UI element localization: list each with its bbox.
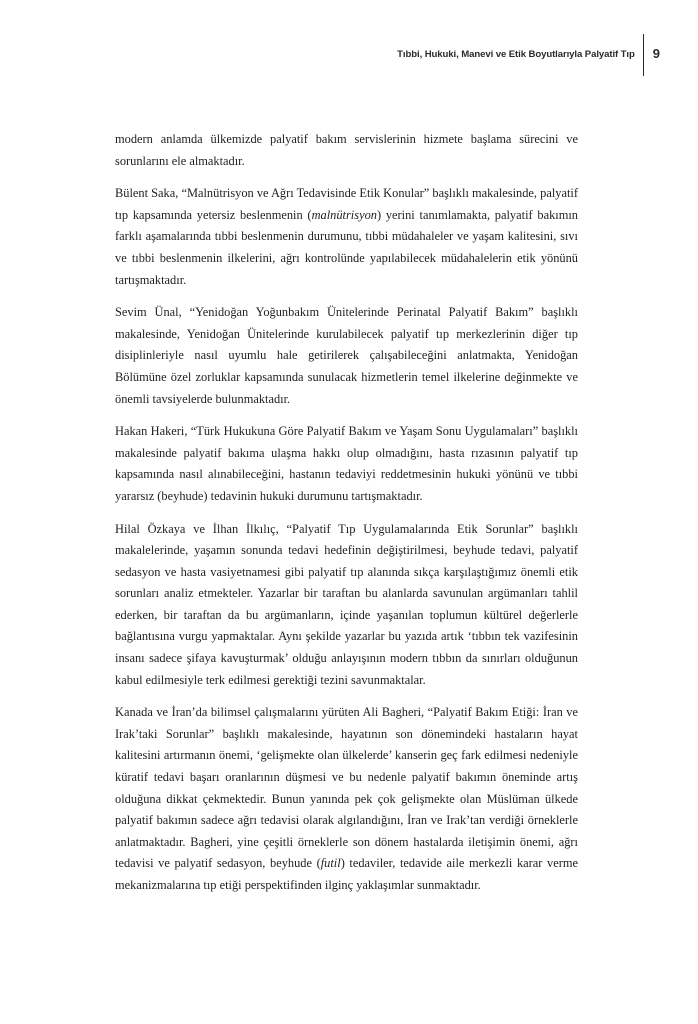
paragraph-4 bbox=[115, 421, 578, 507]
italic-term: malnütrisyon bbox=[311, 207, 377, 222]
paragraph-text: Kanada ve İran’da bilimsel çalışmalarını yürüten Ali Bagheri, “Palyatif Bakım Etiği: İran ve Irak’taki Sorunlar” başlıklı makalesinde, hayatının son dönemindeki hastaların hayat kalitesini artırmanın önemi, ‘gelişmekte olan ülkelerde’ kanserin geç fark edilmesi nedeniyle küratif tedavi başarı oranlarının düşmesi ve bu nedenle palyatif bakımın öneminde artış olduğuna dikkat çekmektedir. Bunun yanında pek çok gelişmekte olan Müslüman ülkede palyatif bakımın sadece ağrı tedavisi olarak algılandığını, İran ve Irak’tan verdiği örneklerle anlatmaktadır. Bagheri, yine çeşitli örneklerle son dönem hastalarda iletişimin önemi, ağrı tedavisi ve palyatif sedasyon, beyhude ( bbox=[115, 705, 578, 871]
paragraph-text: ) yerini tanımlamakta, palyatif bakımın farklı aşamalarında tıbbi beslenmenin durumunu, tıbbi müdahaleler ve yaşam kalitesini, sıvı ve tıbbi beslenmenin ilkelerini, ağrı kontrolünde yapılabilecek müdahalelerin etik yönünü tartışmaktadır. bbox=[115, 207, 578, 287]
italic-term: futil bbox=[320, 856, 341, 871]
paragraph-text: ) tedaviler, tedavide aile merkezli karar verme mekanizmalarına tıp etiği perspektifinden ilginç yaklaşımlar sunmaktadır. bbox=[115, 856, 578, 892]
paragraph-2 bbox=[115, 183, 578, 291]
paragraph-text: Bülent Saka, “Malnütrisyon ve Ağrı Tedavisinde Etik Konular” başlıklı makalesinde, palyatif tıp kapsamında yetersiz beslenmenin ( bbox=[115, 186, 578, 222]
paragraph-text: Hilal Özkaya ve İlhan İlkılıç, “Palyatif Tıp Uygulamalarında Etik Sorunlar” başlıklı makalelerinde, yaşamın sonunda tedavi hedefinin değiştirilmesi, beyhude tedavi, palyatif sedasyon ve hasta vasiyetnamesi gibi palyatif tıp alanında sıkça karşılaştığımız önemli etik sorunları analiz etmekteler. Yazarlar bir taraftan bu alanlarda savunulan argümanları tahlil ederken, bir taraftan da bu argümanların, içinde yaşanılan toplumun kültürel değerlerle bağlantısına vurgu yapmaktalar. Aynı şekilde yazarlar bu yazıda artık ‘tıbbın tek vazifesinin insanı sadece şifaya kavuşturmak’ olduğu anlayışının modern tıbbın da sınırları olduğunun kabul edilmesiyle terk edilmesi gerektiği tezini savunmaktalar. bbox=[115, 521, 578, 687]
paragraph-6 bbox=[115, 702, 578, 896]
running-title: Tıbbi, Hukuki, Manevi ve Etik Boyutlarıyla Palyatif Tıp bbox=[397, 49, 635, 60]
page-number: 9 bbox=[652, 46, 660, 61]
running-header bbox=[397, 34, 660, 76]
paragraph-text: modern anlamda ülkemizde palyatif bakım servislerinin hizmete başlama sürecini ve sorunlarını ele almaktadır. bbox=[115, 132, 578, 168]
body-text bbox=[115, 129, 578, 908]
paragraph-1 bbox=[115, 129, 578, 172]
paragraph-3 bbox=[115, 302, 578, 410]
paragraph-5 bbox=[115, 519, 578, 692]
paragraph-text: Hakan Hakeri, “Türk Hukukuna Göre Palyatif Bakım ve Yaşam Sonu Uygulamaları” başlıklı makalesinde palyatif bakıma ulaşma hakkı olup olmadığını, hasta rızasının palyatif tıp kapsamında nasıl alınabileceğini, hastanın tedaviyi reddetmesinin hukuki yönünü ve tıbbi yararsız (beyhude) tedavinin hukuki durumunu tartışmaktadır. bbox=[115, 424, 578, 503]
paragraph-text: Sevim Ünal, “Yenidoğan Yoğunbakım Ünitelerinde Perinatal Palyatif Bakım” başlıklı makalesinde, Yenidoğan Ünitelerinde kurulabilecek palyatif tıp merkezlerinin diğer tıp disiplinleriyle nasıl uyumlu hale getirilerek çalışabileceğini anlatmakta, Yenidoğan Bölümüne özel zorluklar kapsamında sunulacak hizmetlerin temel ilkelerine değinmekte ve önemli tavsiyelerde bulunmaktadır. bbox=[115, 305, 578, 406]
